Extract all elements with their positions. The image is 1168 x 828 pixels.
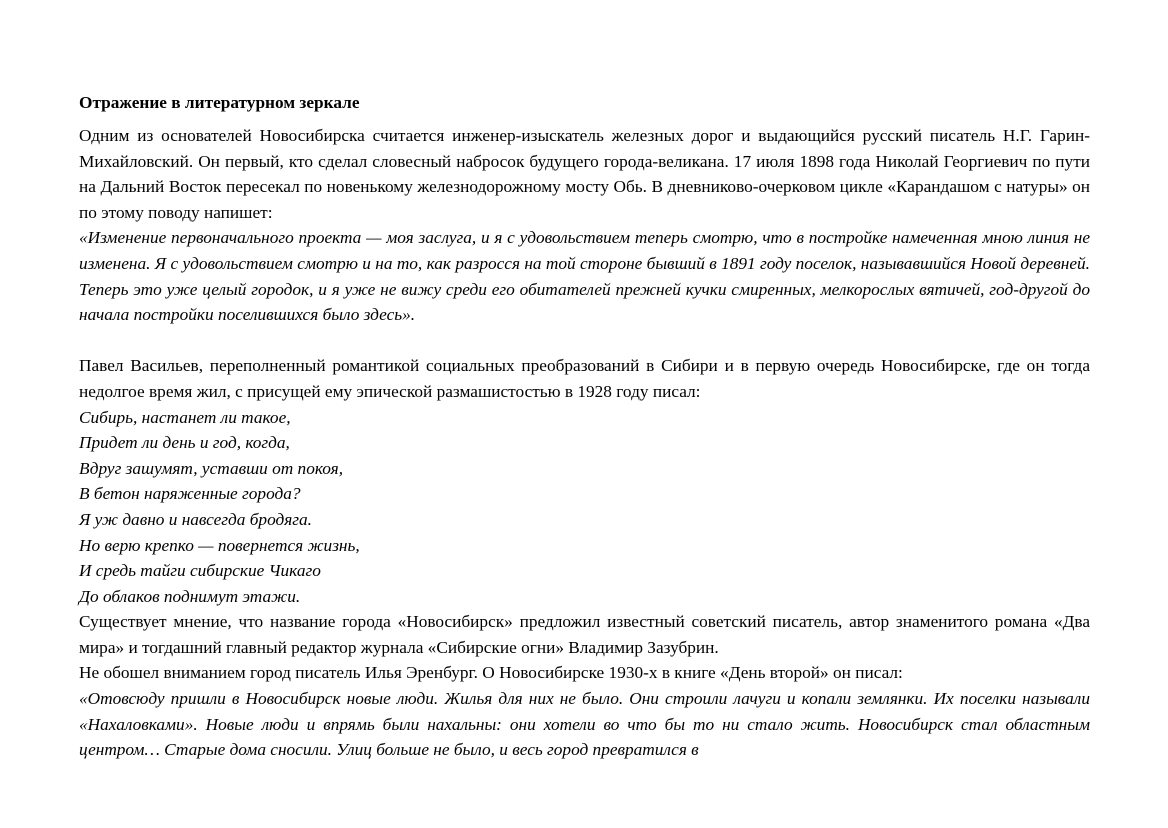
paragraph-zazubrin: Существует мнение, что название города «Новосибирск» предложил известный советский писатель, автор знаменитого романа «Два мира» и тогдашний главный редактор журнала «Сибирские огни» Владимир Зазубрин. — [79, 612, 1090, 657]
verse-line: Но верю крепко — повернется жизнь, — [79, 535, 360, 555]
poem-verse — [79, 405, 1090, 610]
verse-line: Вдруг зашумят, уставши от покоя, — [79, 458, 344, 478]
paragraph-ehrenburg-intro: Не обошел вниманием город писатель Илья Эренбург. О Новосибирске 1930-х в книге «День второй» он писал: — [79, 663, 903, 683]
document-page — [79, 90, 1090, 763]
blank-line — [79, 328, 1090, 354]
document-title: Отражение в литературном зеркале — [79, 93, 360, 112]
quote-ehrenburg: «Отовсюду пришли в Новосибирск новые люди. Жилья для них не было. Они строили лачуги и копали землянки. Их поселки называли «Нахаловками». Новые люди и впрямь были нахальны: они хотели во что бы то ни стало жить. Новосибирск стал областным центром… Старые дома сносили. Улиц больше не было, и весь город превратился в — [79, 689, 1090, 760]
verse-line: В бетон наряженные города? — [79, 484, 301, 504]
verse-line: И средь тайги сибирские Чикаго — [79, 561, 321, 581]
paragraph-vasiliev-intro: Павел Васильев, переполненный романтикой социальных преобразований в Сибири и в первую очередь Новосибирске, где он тогда недолгое время жил, с присущей ему эпической размашистостью в 1928 году писал: — [79, 356, 1090, 401]
verse-line: Я уж давно и навсегда бродяга. — [79, 509, 312, 529]
quote-garin: «Изменение первоначального проекта — моя заслуга, и я с удовольствием теперь смотрю, что в постройке намеченная мною линия не изменена. Я с удовольствием смотрю и на то, как разросся на той стороне бывший в 1891 году поселок, называвшийся Новой деревней. Теперь это уже целый городок, и я уже не вижу среди его обитателей прежней кучки смиренных, мелкорослых вятичей, год-другой до начала постройки поселившихся было здесь». — [79, 228, 1090, 325]
verse-line: Придет ли день и год, когда, — [79, 433, 290, 453]
verse-line: До облаков поднимут этажи. — [79, 586, 301, 606]
verse-line: Сибирь, настанет ли такое, — [79, 407, 291, 427]
paragraph-garin-intro: Одним из основателей Новосибирска считается инженер-изыскатель железных дорог и выдающийся русский писатель Н.Г. Гарин-Михайловский. Он первый, кто сделал словесный набросок будущего города-великана. 17 июля 1898 года Николай Георгиевич по пути на Дальний Восток пересекал по новенькому железнодорожному мосту Обь. В дневниково-очерковом цикле «Карандашом с натуры» он по этому поводу напишет: — [79, 126, 1090, 222]
